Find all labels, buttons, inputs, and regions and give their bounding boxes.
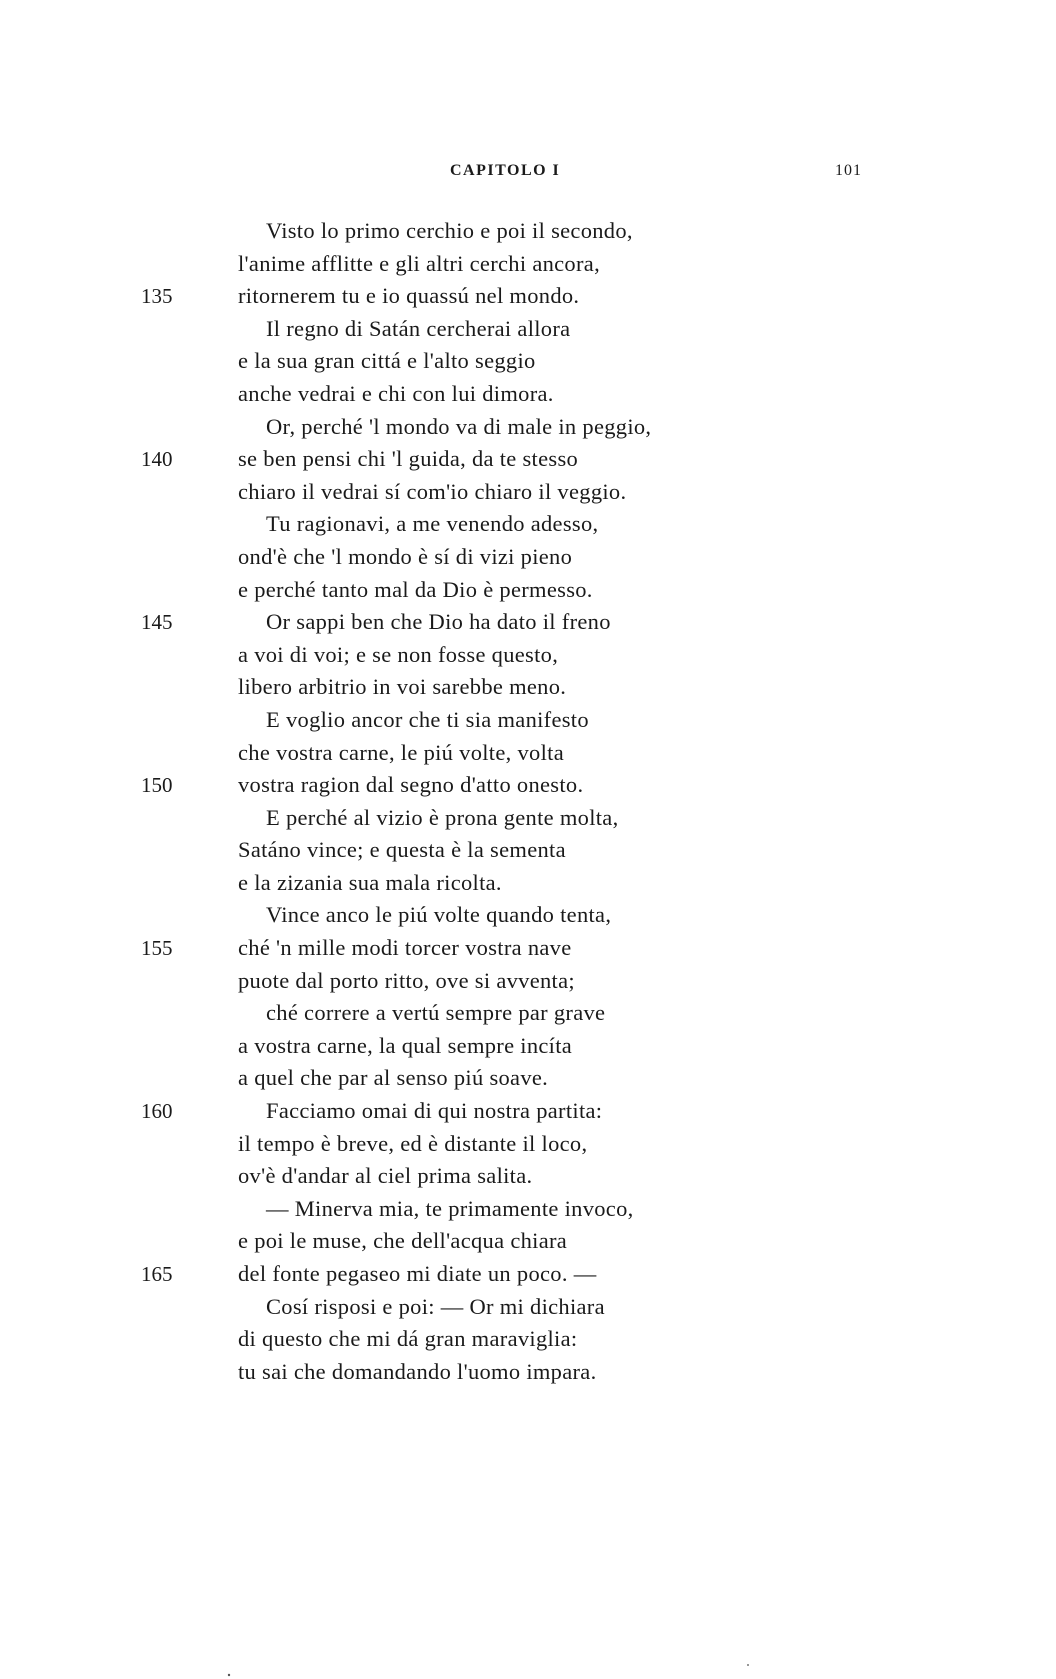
verse-text: Il regno di Satán cercherai allora [266,315,571,341]
line-number: 160 [141,1099,173,1124]
verse-text: e perché tanto mal da Dio è permesso. [238,576,593,602]
verse-text: se ben pensi chi 'l guida, da te stesso [238,446,579,472]
verse-text: ov'è d'andar al ciel prima salita. [238,1163,533,1189]
line-number: 150 [141,773,173,798]
verse-text: chiaro il vedrai sí com'io chiaro il veggio. [238,478,627,504]
line-number: 140 [141,447,173,472]
verse-text: a vostra carne, la qual sempre incíta [238,1032,573,1058]
verse-text: Or, perché 'l mondo va di male in peggio, [266,413,652,439]
verse-text: E perché al vizio è prona gente molta, [266,804,619,830]
verse-text: a voi di voi; e se non fosse questo, [238,641,559,667]
verse-text: Facciamo omai di qui nostra partita: [266,1098,603,1124]
verse-text: tu sai che domandando l'uomo impara. [238,1358,597,1384]
verse-text: ché correre a vertú sempre par grave [266,1000,606,1026]
verse-text: puote dal porto ritto, ove si avventa; [238,967,575,993]
page-number: 101 [835,162,862,179]
verse-text: vostra ragion dal segno d'atto onesto. [238,772,584,798]
verse-text: il tempo è breve, ed è distante il loco, [238,1130,588,1156]
verse-text: del fonte pegaseo mi diate un poco. — [238,1261,597,1286]
verse-text: E voglio ancor che ti sia manifesto [266,706,589,732]
verse-text: Cosí risposi e poi: — Or mi dichiara [266,1293,605,1319]
speck [747,1664,749,1666]
verse-text: e poi le muse, che dell'acqua chiara [238,1228,568,1254]
verse-text: Visto lo primo cerchio e poi il secondo, [266,218,633,243]
verse-text: ché 'n mille modi torcer vostra nave [238,935,572,961]
verse-text: Tu ragionavi, a me venendo adesso, [266,511,599,537]
verse-text: — Minerva mia, te primamente invoco, [266,1195,634,1221]
line-number: 135 [141,284,173,309]
verse-text: l'anime afflitte e gli altri cerchi ancora, [238,250,600,276]
verse-text: ond'è che 'l mondo è sí di vizi pieno [238,543,573,569]
verse-text: e la sua gran cittá e l'alto seggio [238,348,536,374]
verse-text: e la zizania sua mala ricolta. [238,869,502,895]
line-number: 165 [141,1262,173,1286]
line-number: 145 [141,610,173,635]
verse-text: Vince anco le piú volte quando tenta, [266,902,612,928]
speck [228,1674,230,1676]
verse-text: ritornerem tu e io quassú nel mondo. [238,283,580,309]
verse-text: di questo che mi dá gran maraviglia: [238,1326,578,1352]
verse-text: Or sappi ben che Dio ha dato il freno [266,609,611,635]
verse-text: libero arbitrio in voi sarebbe meno. [238,674,567,700]
line-number: 155 [141,936,173,961]
verse-text: Satáno vince; e questa è la sementa [238,837,566,863]
verse-text: a quel che par al senso piú soave. [238,1065,549,1091]
verse-text: che vostra carne, le piú volte, volta [238,739,564,765]
verse-text: anche vedrai e chi con lui dimora. [238,380,554,406]
chapter-title: CAPITOLO I [450,162,561,179]
